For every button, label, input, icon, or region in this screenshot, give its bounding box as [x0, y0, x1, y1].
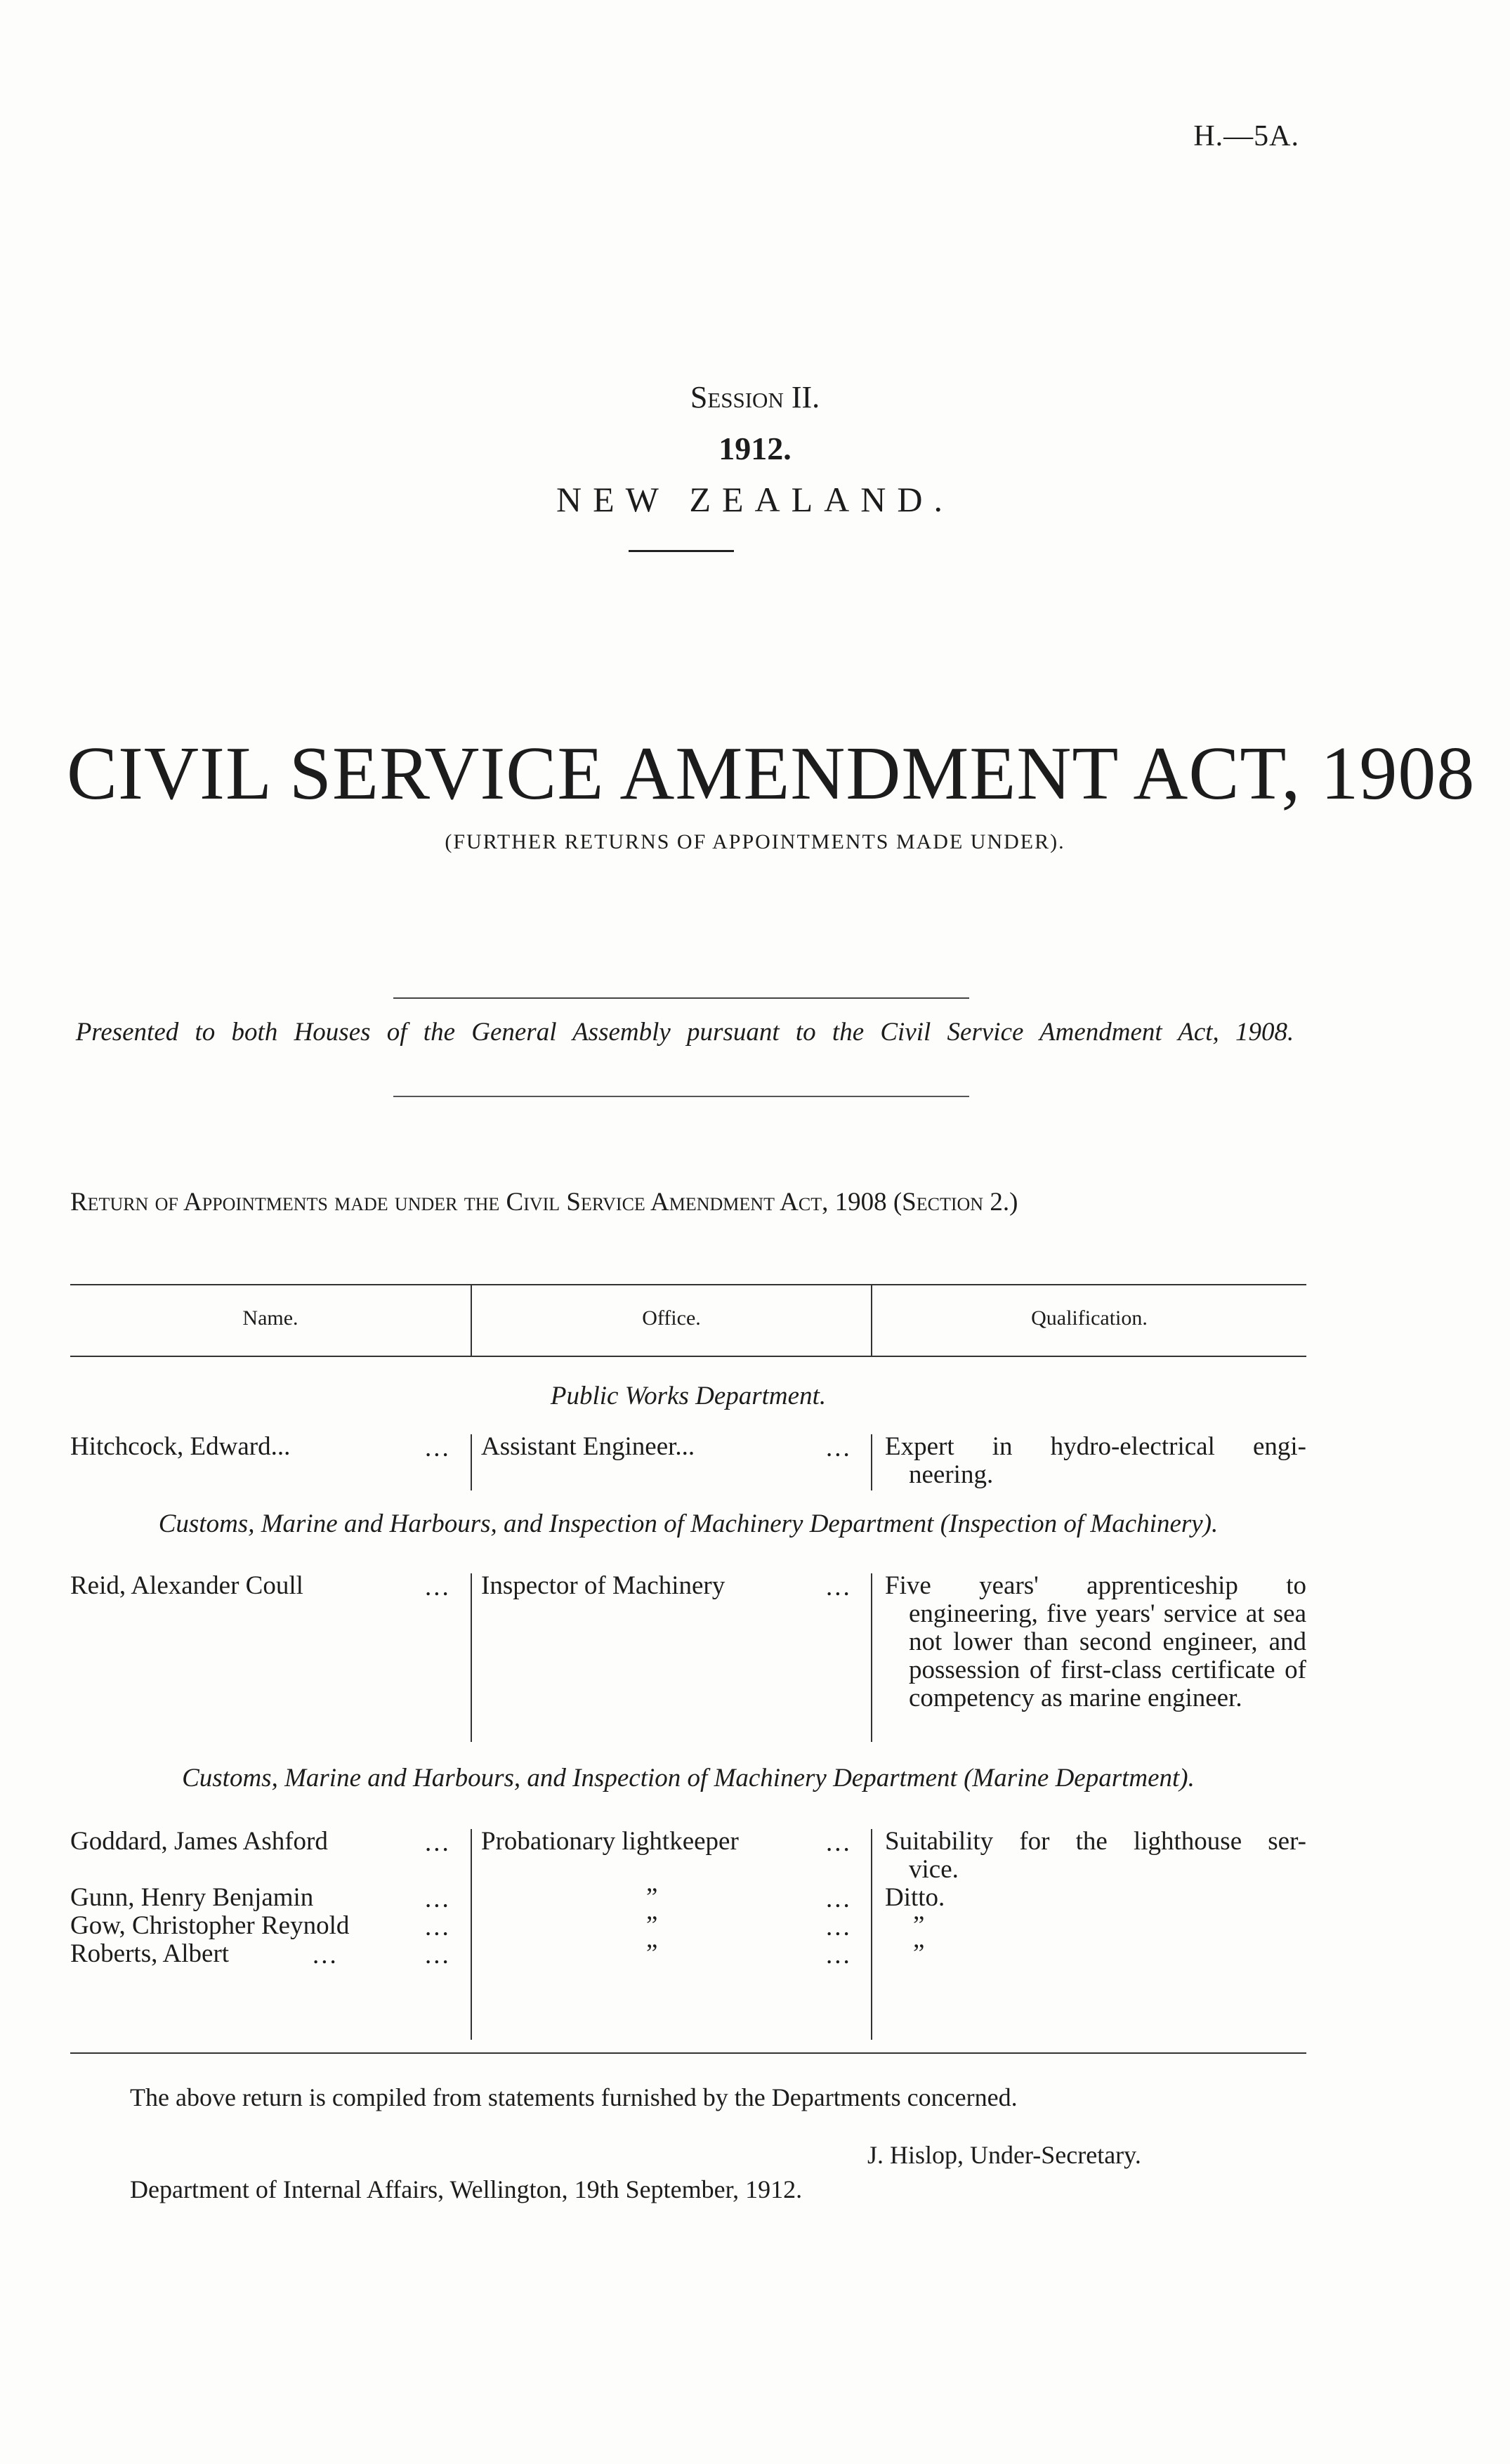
department-heading: Public Works Department.	[550, 1382, 827, 1410]
divider-rule	[393, 1096, 969, 1097]
table-cell-qualification	[885, 1828, 1306, 1884]
leader-dots: ...	[826, 1434, 852, 1462]
table-rule	[70, 2052, 1306, 2054]
department-and-date: Department of Internal Affairs, Wellington, 19th September, 1912.	[130, 2175, 803, 2203]
table-cell-name: Roberts, Albert	[70, 1939, 230, 1968]
leader-dots: ...	[425, 1434, 451, 1462]
column-divider	[871, 1434, 872, 1490]
leader-dots: ...	[425, 1913, 451, 1941]
return-heading: Return of Appointments made under the Civil Service Amendment Act, 1908 (Section 2.)	[70, 1188, 1018, 1217]
column-divider	[471, 1434, 472, 1490]
table-cell-qualification	[885, 1433, 1306, 1489]
table-cell-office: ”	[646, 1939, 658, 1968]
qualification-line: Five years' apprenticeship to	[885, 1571, 1306, 1600]
department-heading: Customs, Marine and Harbours, and Inspection of Machinery Department (Marine Department).	[182, 1764, 1195, 1793]
leader-dots: ...	[425, 1941, 451, 1970]
column-header-name: Name.	[242, 1306, 298, 1330]
compiled-note: The above return is compiled from statements furnished by the Departments concerned.	[130, 2083, 1018, 2111]
table-cell-office: Inspector of Machinery	[481, 1571, 726, 1600]
column-divider	[471, 1573, 472, 1742]
divider-rule	[629, 550, 734, 552]
table-cell-name: Gunn, Henry Benjamin	[70, 1883, 314, 1912]
leader-dots: ...	[826, 1885, 852, 1913]
country-label: NEW ZEALAND.	[556, 480, 954, 519]
presented-note: Presented to both Houses of the General Assembly pursuant to the Civil Service Amendment Act, 1908.	[75, 1018, 1294, 1047]
signature: J. Hislop, Under-Secretary.	[867, 2141, 1141, 2169]
leader-dots: ...	[826, 1913, 852, 1941]
table-rule	[70, 1356, 1306, 1357]
table-cell-qualification: ”	[913, 1939, 925, 1968]
table-cell-office: Assistant Engineer...	[481, 1432, 695, 1461]
year-label: 1912.	[718, 431, 792, 466]
table-cell-qualification	[885, 1572, 1306, 1712]
act-title: CIVIL SERVICE AMENDMENT ACT, 1908	[67, 732, 1476, 815]
divider-rule	[393, 997, 969, 999]
qualification-continuation: vice.	[909, 1855, 959, 1884]
column-divider	[471, 1829, 472, 2040]
qualification-line: Expert in hydro-electrical engi-	[885, 1432, 1306, 1461]
document-reference: H.—5A.	[1193, 120, 1299, 152]
department-heading: Customs, Marine and Harbours, and Inspection of Machinery Department (Inspection of Machinery).	[158, 1509, 1219, 1538]
table-rule	[70, 1284, 1306, 1285]
leader-dots: ...	[313, 1941, 339, 1970]
table-cell-qualification: Ditto.	[885, 1883, 945, 1912]
qualification-line: Suitability for the lighthouse ser-	[885, 1827, 1306, 1856]
leader-dots: ...	[826, 1941, 852, 1970]
leader-dots: ...	[826, 1573, 852, 1601]
table-cell-name: Goddard, James Ashford	[70, 1827, 328, 1856]
table-cell-office: Probationary lightkeeper	[481, 1827, 739, 1856]
leader-dots: ...	[425, 1828, 451, 1857]
table-cell-name: Hitchcock, Edward...	[70, 1432, 291, 1461]
column-header-office: Office.	[642, 1306, 701, 1330]
session-label: Session II.	[690, 380, 820, 414]
qualification-continuation: neering.	[909, 1460, 994, 1489]
leader-dots: ...	[826, 1828, 852, 1857]
act-subtitle: (FURTHER RETURNS OF APPOINTMENTS MADE UNDER).	[445, 830, 1065, 853]
column-divider	[871, 1573, 872, 1742]
table-cell-office: ”	[646, 1883, 658, 1912]
leader-dots: ...	[425, 1573, 451, 1601]
table-cell-name: Reid, Alexander Coull	[70, 1571, 303, 1600]
leader-dots: ...	[425, 1885, 451, 1913]
column-header-qualification: Qualification.	[1031, 1306, 1148, 1330]
qualification-continuation: engineering, five years' service at sea not lower than second engineer, and possession of first-class certificate of competency as marine engineer.	[909, 1599, 1306, 1712]
column-divider	[871, 1829, 872, 2040]
table-cell-office: ”	[646, 1911, 658, 1940]
table-cell-name: Gow, Christopher Reynold	[70, 1911, 350, 1940]
table-cell-qualification: ”	[913, 1911, 925, 1940]
